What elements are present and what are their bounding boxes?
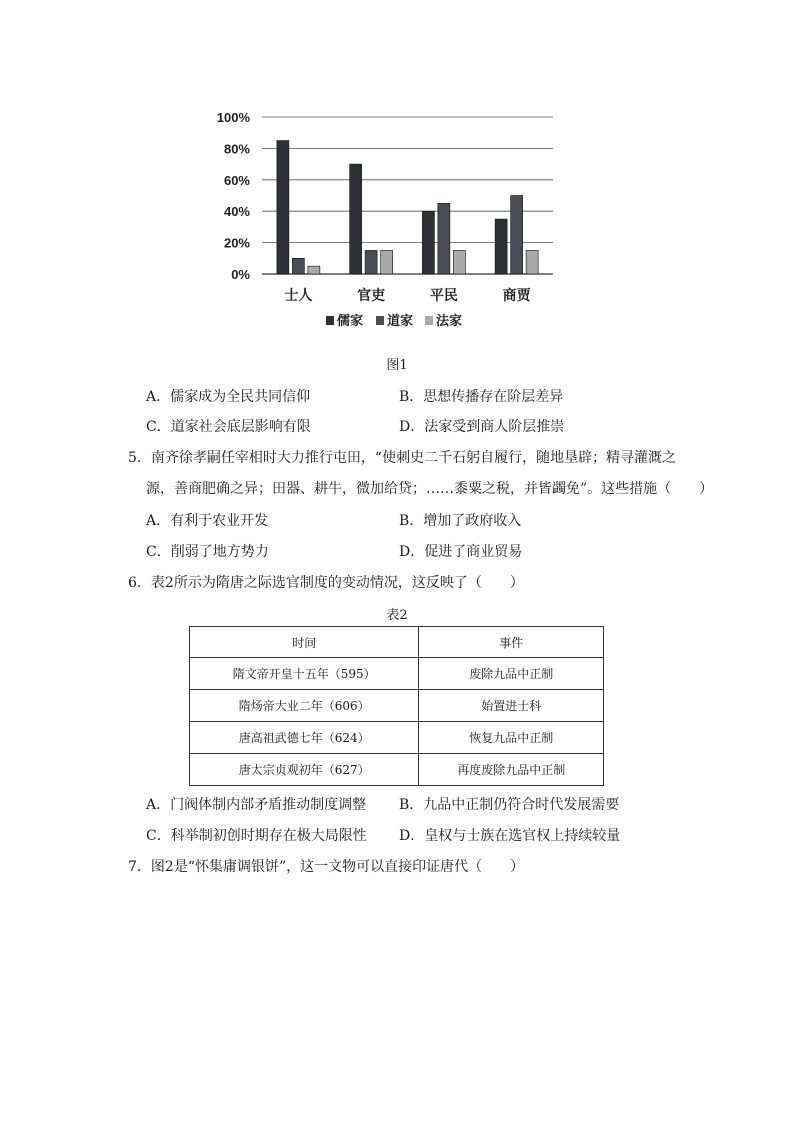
table-cell-event: 恢复九品中正制 xyxy=(419,722,604,754)
q5-option-c: C．削弱了地方势力 xyxy=(146,544,269,560)
q4-option-c: C．道家社会底层影响有限 xyxy=(146,419,311,435)
q6-option-b: B．九品中正制仍符合时代发展需要 xyxy=(399,797,620,813)
y-tick-label: 100% xyxy=(216,110,250,125)
table-row xyxy=(190,690,604,722)
table-header-time: 时间 xyxy=(190,627,419,658)
table-cell-time: 隋文帝开皇十五年（595） xyxy=(190,658,419,690)
legend-label: 道家 xyxy=(387,314,414,329)
bar xyxy=(350,164,362,274)
table-cell-event: 始置进士科 xyxy=(419,690,604,722)
table-row xyxy=(190,658,604,690)
bar xyxy=(453,250,465,274)
table-2-caption: 表2 xyxy=(386,608,408,623)
x-tick-label: 平民 xyxy=(429,288,458,304)
y-tick-label: 0% xyxy=(231,267,250,282)
table-cell-event: 再度废除九品中正制 xyxy=(419,754,604,786)
table-2 xyxy=(189,626,604,786)
table-header-row xyxy=(190,627,604,658)
q5-option-d: D．促进了商业贸易 xyxy=(399,544,523,560)
q7-stem: 7．图2是“怀集庸调银饼”，这一文物可以直接印证唐代（ ） xyxy=(128,859,525,875)
legend-swatch xyxy=(326,316,334,325)
y-tick-label: 40% xyxy=(223,204,250,220)
legend-swatch xyxy=(425,316,433,325)
bar xyxy=(511,196,523,275)
q4-option-d: D．法家受到商人阶层推崇 xyxy=(399,419,565,435)
table-row xyxy=(190,722,604,754)
bar xyxy=(495,219,507,274)
bar xyxy=(422,211,434,274)
q6-option-a: A．门阀体制内部矛盾推动制度调整 xyxy=(146,797,367,813)
bar xyxy=(365,250,377,274)
q6-option-c: C．科举制初创时期存在极大局限性 xyxy=(146,828,367,844)
x-tick-label: 士人 xyxy=(284,288,313,304)
bar xyxy=(308,266,320,274)
q6-stem: 6．表2所示为隋唐之际选官制度的变动情况，这反映了（ ） xyxy=(128,575,524,591)
bar xyxy=(277,141,289,274)
y-tick-label: 80% xyxy=(223,141,250,157)
q5-option-a: A．有利于农业开发 xyxy=(146,513,269,529)
figure-1-caption: 图1 xyxy=(386,358,408,373)
legend-label: 儒家 xyxy=(337,314,364,329)
bar xyxy=(381,250,393,274)
bar xyxy=(438,203,450,274)
table-cell-time: 唐太宗贞观初年（627） xyxy=(190,754,419,786)
q6-option-d: D．皇权与士族在选官权上持续较量 xyxy=(399,828,621,844)
table-cell-time: 唐高祖武德七年（624） xyxy=(190,722,419,754)
bar xyxy=(526,250,538,274)
figure-1-bar-chart xyxy=(0,0,794,345)
q4-option-a: A．儒家成为全民共同信仰 xyxy=(146,389,311,405)
y-tick-label: 60% xyxy=(223,172,250,188)
q5-stem-line-2: 源，善商肥确之异；田器、耕牛，微加给贷；……黍粟之税，并皆蠲免”。这些措施（ ） xyxy=(146,481,714,497)
bar xyxy=(292,258,304,274)
table-header-event: 事件 xyxy=(419,627,604,658)
x-tick-label: 商贾 xyxy=(502,288,531,304)
legend-swatch xyxy=(376,316,384,325)
legend-label: 法家 xyxy=(436,314,463,329)
q4-option-b: B．思想传播存在阶层差异 xyxy=(399,389,564,405)
q5-stem-line-1: 5．南齐徐孝嗣任宰相时大力推行屯田，“使刺史二千石躬自履行，随地垦辟；精寻灌溉之 xyxy=(128,450,677,466)
x-tick-label: 官吏 xyxy=(357,288,386,304)
y-tick-label: 20% xyxy=(223,235,250,251)
table-cell-time: 隋炀帝大业二年（606） xyxy=(190,690,419,722)
table-cell-event: 废除九品中正制 xyxy=(419,658,604,690)
q5-option-b: B．增加了政府收入 xyxy=(399,513,522,529)
table-row xyxy=(190,754,604,786)
